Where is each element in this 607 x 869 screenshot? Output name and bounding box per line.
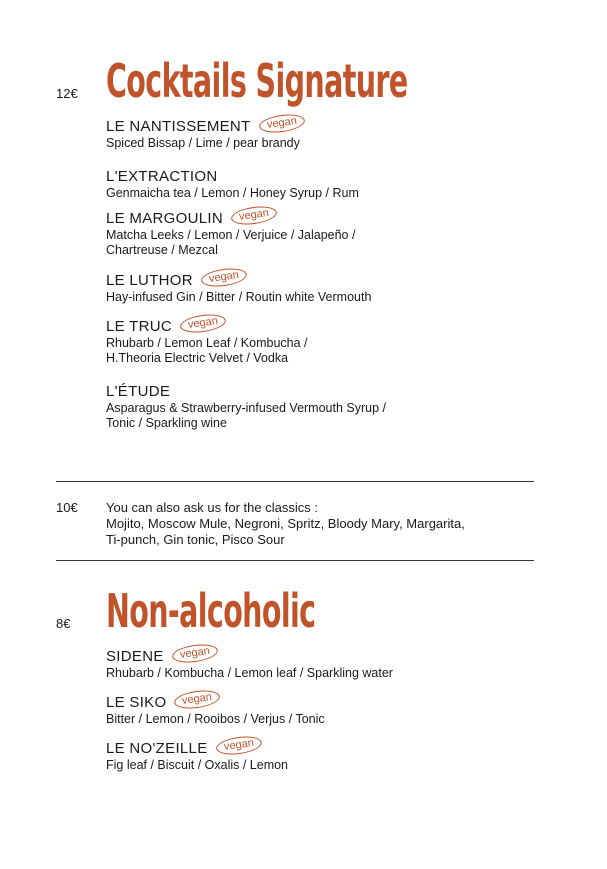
menu-item-etude [106, 383, 566, 431]
item-desc: Bitter / Lemon / Rooibos / Verjus / Tonic [106, 712, 325, 727]
vegan-badge: vegan [179, 311, 227, 334]
item-name: L'ÉTUDE [106, 383, 171, 400]
item-name: LE LUTHOR [106, 272, 193, 289]
vegan-badge: vegan [171, 641, 219, 664]
menu-item-luthor [106, 268, 566, 305]
item-desc: Spiced Bissap / Lime / pear brandy [106, 136, 300, 151]
item-name: LE MARGOULIN [106, 210, 223, 227]
item-desc: Chartreuse / Mezcal [106, 243, 218, 258]
item-desc: Tonic / Sparkling wine [106, 416, 227, 431]
classics-price: 10€ [56, 500, 78, 515]
menu-item-siko [106, 690, 566, 727]
classics-lead: You can also ask us for the classics : [106, 500, 318, 515]
item-desc: H.Theoria Electric Velvet / Vodka [106, 351, 289, 366]
classics-block [106, 500, 546, 548]
menu-item-nozeille [106, 736, 566, 773]
menu-item-margoulin [106, 206, 566, 258]
signature-price: 12€ [56, 86, 78, 101]
divider [56, 560, 534, 561]
menu-item-sidene [106, 644, 566, 681]
nonalcoholic-price: 8€ [56, 616, 71, 631]
item-desc: Hay-infused Gin / Bitter / Routin white Vermouth [106, 290, 372, 305]
item-desc: Fig leaf / Biscuit / Oxalis / Lemon [106, 758, 289, 773]
item-desc: Rhubarb / Lemon Leaf / Kombucha / [106, 336, 308, 351]
nonalcoholic-title: Non-alcoholic [106, 584, 316, 638]
vegan-badge: vegan [258, 111, 306, 134]
menu-item-truc [106, 314, 566, 366]
vegan-badge: vegan [230, 203, 278, 226]
item-desc: Matcha Leeks / Lemon / Verjuice / Jalapeño / [106, 228, 356, 243]
item-name: LE NO'ZEILLE [106, 740, 208, 757]
divider [56, 481, 534, 482]
item-name: LE NANTISSEMENT [106, 118, 251, 135]
vegan-badge: vegan [200, 265, 248, 288]
item-name: L'EXTRACTION [106, 168, 218, 185]
vegan-badge: vegan [174, 687, 222, 710]
item-desc: Rhubarb / Kombucha / Lemon leaf / Sparkling water [106, 666, 393, 681]
item-desc: Asparagus & Strawberry-infused Vermouth Syrup / [106, 401, 386, 416]
vegan-badge: vegan [215, 733, 263, 756]
classics-list: Ti-punch, Gin tonic, Pisco Sour [106, 532, 285, 547]
item-name: LE SIKO [106, 694, 167, 711]
item-name: LE TRUC [106, 318, 173, 335]
classics-list: Mojito, Moscow Mule, Negroni, Spritz, Bloody Mary, Margarita, [106, 516, 465, 531]
item-name: SIDENE [106, 648, 164, 665]
menu-item-extraction [106, 168, 566, 201]
signature-title: Cocktails Signature [106, 54, 408, 108]
item-desc: Genmaicha tea / Lemon / Honey Syrup / Rum [106, 186, 359, 201]
menu-item-nantissement [106, 114, 566, 151]
